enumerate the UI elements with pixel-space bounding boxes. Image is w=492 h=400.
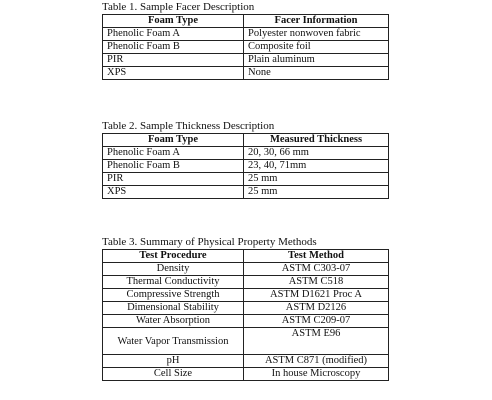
table-row	[103, 289, 389, 302]
table-cell: Composite foil	[244, 41, 389, 54]
table-cell: Dimensional Stability	[103, 302, 244, 315]
table-cell: ASTM C518	[244, 276, 389, 289]
table-row	[103, 328, 389, 355]
table-cell: Phenolic Foam B	[103, 160, 244, 173]
table-cell: Phenolic Foam A	[103, 147, 244, 160]
facer-description-table	[102, 14, 389, 80]
table-cell: Phenolic Foam B	[103, 41, 244, 54]
table-row	[103, 315, 389, 328]
table2-caption: Table 2. Sample Thickness Description	[102, 120, 275, 132]
physical-property-methods-table	[102, 249, 389, 381]
table-row	[103, 173, 389, 186]
table-cell: XPS	[103, 67, 244, 80]
table-header-row	[103, 15, 389, 28]
table-row	[103, 28, 389, 41]
table-cell: Density	[103, 263, 244, 276]
table-row	[103, 263, 389, 276]
table-cell: Polyester nonwoven fabric	[244, 28, 389, 41]
table-cell: ASTM D2126	[244, 302, 389, 315]
table-cell: 25 mm	[244, 173, 389, 186]
table-row	[103, 276, 389, 289]
table-cell: 23, 40, 71mm	[244, 160, 389, 173]
table-cell: ASTM D1621 Proc A	[244, 289, 389, 302]
table-header-row	[103, 134, 389, 147]
column-header: Test Procedure	[103, 250, 244, 263]
table-cell: Water Vapor Transmission	[103, 328, 244, 355]
table-row	[103, 147, 389, 160]
table-row	[103, 67, 389, 80]
table-cell: pH	[103, 355, 244, 368]
table-cell: ASTM E96	[244, 328, 389, 355]
column-header: Foam Type	[103, 134, 244, 147]
table-cell: ASTM C303-07	[244, 263, 389, 276]
table-row	[103, 54, 389, 67]
table-cell: Plain aluminum	[244, 54, 389, 67]
table-row	[103, 355, 389, 368]
table-cell: XPS	[103, 186, 244, 199]
table-cell: None	[244, 67, 389, 80]
table-cell: ASTM C871 (modified)	[244, 355, 389, 368]
table-cell: 25 mm	[244, 186, 389, 199]
table-header-row	[103, 250, 389, 263]
table-cell: PIR	[103, 54, 244, 67]
table-cell: Water Absorption	[103, 315, 244, 328]
table-cell: Compressive Strength	[103, 289, 244, 302]
column-header: Facer Information	[244, 15, 389, 28]
column-header: Test Method	[244, 250, 389, 263]
table-cell: Phenolic Foam A	[103, 28, 244, 41]
column-header: Measured Thickness	[244, 134, 389, 147]
table-cell: Thermal Conductivity	[103, 276, 244, 289]
table-row	[103, 160, 389, 173]
table-cell: ASTM C209-07	[244, 315, 389, 328]
table-row	[103, 186, 389, 199]
table-row	[103, 41, 389, 54]
table-cell: PIR	[103, 173, 244, 186]
table-cell: 20, 30, 66 mm	[244, 147, 389, 160]
column-header: Foam Type	[103, 15, 244, 28]
table-row	[103, 302, 389, 315]
table-row	[103, 368, 389, 381]
table3-caption: Table 3. Summary of Physical Property Methods	[102, 236, 317, 248]
table-cell: In house Microscopy	[244, 368, 389, 381]
table-cell: Cell Size	[103, 368, 244, 381]
thickness-description-table	[102, 133, 389, 199]
table1-caption: Table 1. Sample Facer Description	[102, 1, 255, 13]
